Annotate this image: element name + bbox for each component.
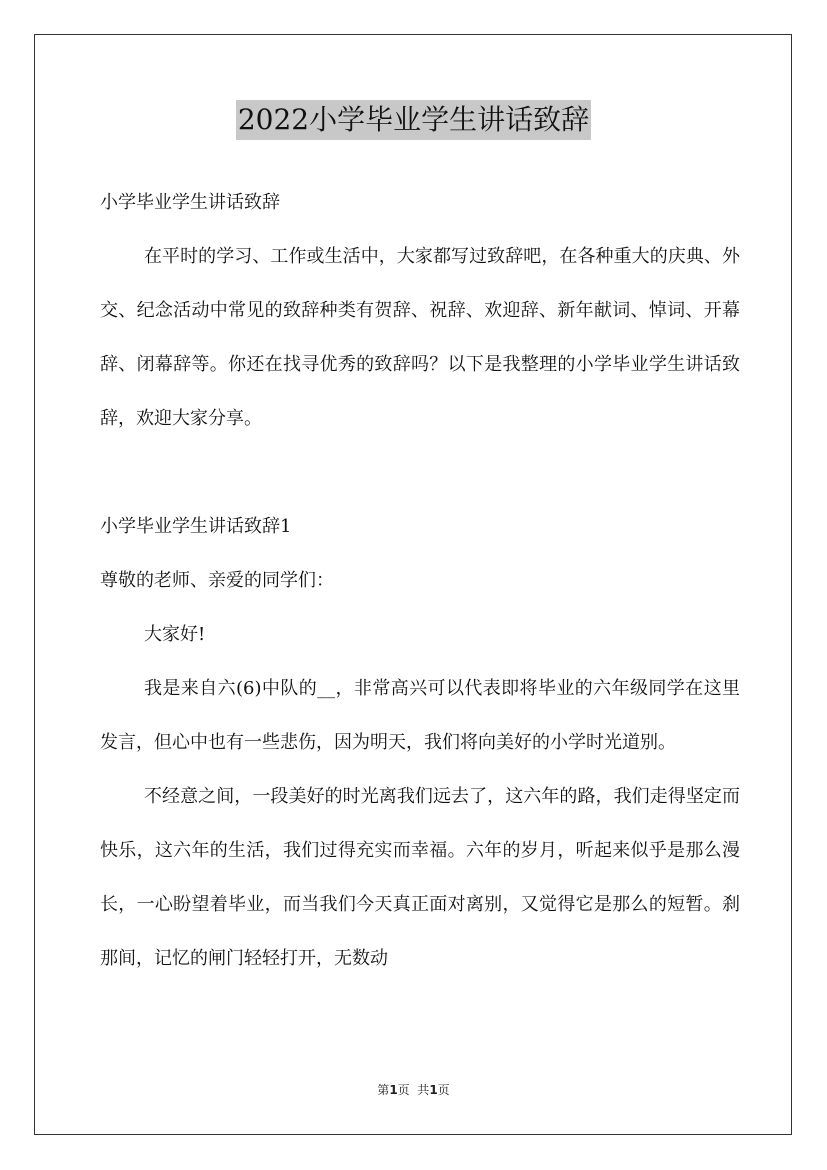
body-paragraph: 我是来自六(6)中队的__，非常高兴可以代表即将毕业的六年级同学在这里发言，但心中也有一些悲伤，因为明天，我们将向美好的小学时光道别。 xyxy=(100,678,740,753)
footer-page-mid: 页 共 xyxy=(397,1083,430,1097)
footer-page-total: 1 xyxy=(429,1083,438,1097)
section-heading: 小学毕业学生讲话致辞1 xyxy=(100,516,292,537)
salutation: 尊敬的老师、亲爱的同学们： xyxy=(100,570,334,591)
footer-page-prefix: 第 xyxy=(377,1083,390,1097)
document-subtitle: 小学毕业学生讲话致辞 xyxy=(100,192,280,213)
footer-page-suffix: 页 xyxy=(437,1083,450,1097)
footer-page-current: 1 xyxy=(389,1083,398,1097)
document-body xyxy=(100,176,740,986)
section-gap xyxy=(100,446,740,500)
page-footer xyxy=(0,1082,827,1098)
title-container xyxy=(0,100,827,140)
document-title: 2022小学毕业学生讲话致辞 xyxy=(236,100,591,140)
body-paragraph: 不经意之间，一段美好的时光离我们远去了，这六年的路，我们走得坚定而快乐，这六年的生活，我们过得充实而幸福。六年的岁月，听起来似乎是那么漫长，一心盼望着毕业，而当我们今天真正面对离别，又觉得它是那么的短暂。刹那间，记忆的闸门轻轻打开，无数动 xyxy=(100,786,740,969)
greeting: 大家好! xyxy=(144,624,206,645)
intro-paragraph: 在平时的学习、工作或生活中，大家都写过致辞吧，在各种重大的庆典、外交、纪念活动中常见的致辞种类有贺辞、祝辞、欢迎辞、新年献词、悼词、开幕辞、闭幕辞等。你还在找寻优秀的致辞吗？以下是我整理的小学毕业学生讲话致辞，欢迎大家分享。 xyxy=(100,246,740,429)
